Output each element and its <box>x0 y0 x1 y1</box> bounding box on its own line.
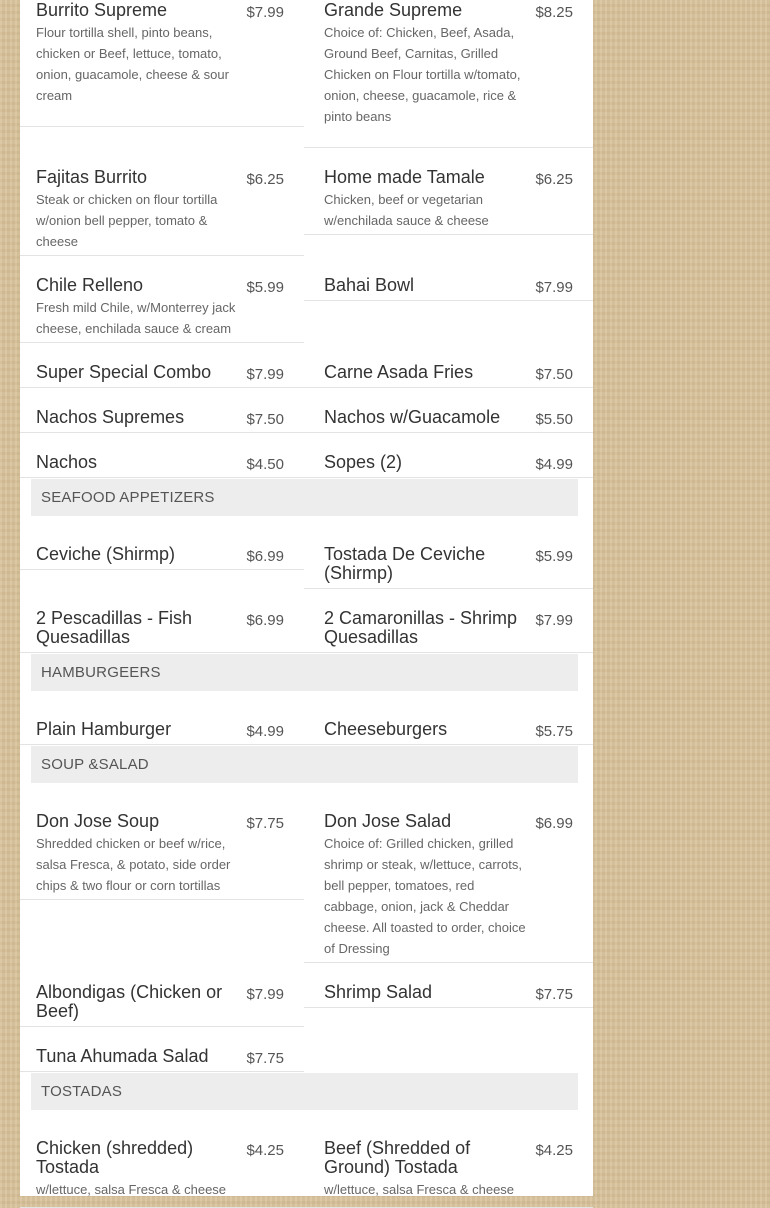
menu-item-price: $4.25 <box>535 1142 573 1159</box>
menu-item-price: $7.75 <box>246 815 284 832</box>
menu-item <box>304 0 593 148</box>
menu-item-price: $6.99 <box>535 815 573 832</box>
menu-item-name: Tuna Ahumada Salad <box>36 1046 209 1066</box>
menu-item <box>304 397 593 433</box>
menu-item-name: Chicken (shredded) Tostada <box>36 1138 194 1177</box>
menu-item-name: Albondigas (Chicken or Beef) <box>36 982 223 1021</box>
menu-item <box>20 352 304 388</box>
menu-item-description: Shredded chicken or beef w/rice, salsa Fresca, & potato, side order chips & two flour or corn tortillas <box>36 836 231 893</box>
menu-item-name: Carne Asada Fries <box>324 362 474 382</box>
menu-item-price: $6.99 <box>246 548 284 565</box>
menu-item-name: 2 Camaronillas - Shrimp Quesadillas <box>324 608 518 647</box>
menu-item-price: $8.25 <box>535 4 573 21</box>
section-header-tostadas: TOSTADAS <box>31 1073 578 1110</box>
menu-item-name: Don Jose Soup <box>36 811 160 831</box>
menu-item-description: w/lettuce, salsa Fresca & cheese <box>324 1182 515 1197</box>
menu-item-name: Nachos <box>36 452 98 472</box>
menu-item-price: $4.50 <box>246 456 284 473</box>
menu-item-price: $7.50 <box>535 366 573 383</box>
menu-item <box>304 972 593 1008</box>
menu-item <box>20 1128 304 1208</box>
menu-item <box>304 442 593 478</box>
menu-item <box>20 397 304 433</box>
menu-item <box>20 265 304 343</box>
section-header-hamburgers: HAMBURGEERS <box>31 654 578 691</box>
menu-item-price: $6.25 <box>246 171 284 188</box>
menu-item-price: $7.75 <box>535 986 573 1003</box>
menu-item <box>304 157 593 235</box>
menu-item <box>304 265 593 301</box>
menu-item-name: 2 Pescadillas - Fish Quesadillas <box>36 608 193 647</box>
menu-item <box>20 598 304 653</box>
menu-item-price: $4.25 <box>246 1142 284 1159</box>
menu-item-name: Super Special Combo <box>36 362 212 382</box>
menu-item-price: $7.75 <box>246 1050 284 1067</box>
menu-panel <box>20 0 593 1196</box>
menu-item-name: Tostada De Ceviche (Shirmp) <box>324 544 486 583</box>
section-header-seafood: SEAFOOD APPETIZERS <box>31 479 578 516</box>
menu-item-name: Bahai Bowl <box>324 275 415 295</box>
menu-item-price: $7.50 <box>246 411 284 428</box>
menu-item-name: Shrimp Salad <box>324 982 433 1002</box>
menu-item-description: Fresh mild Chile, w/Monterrey jack cheese, enchilada sauce & cream <box>36 300 236 336</box>
menu-item <box>304 1128 593 1208</box>
menu-item-name: Fajitas Burrito <box>36 167 148 187</box>
menu-item-price: $7.99 <box>246 366 284 383</box>
menu-item-description: Flour tortilla shell, pinto beans, chicken or Beef, lettuce, tomato, onion, guacamole, cheese & sour cream <box>36 25 229 103</box>
menu-item-name: Chile Relleno <box>36 275 144 295</box>
menu-item <box>304 534 593 589</box>
menu-item <box>20 0 304 127</box>
section-header-soup: SOUP &SALAD <box>31 746 578 783</box>
menu-item-price: $5.75 <box>535 723 573 740</box>
menu-item <box>304 352 593 388</box>
menu-item-name: Nachos w/Guacamole <box>324 407 501 427</box>
menu-item-description: Steak or chicken on flour tortilla w/onion bell pepper, tomato & cheese <box>36 192 218 249</box>
menu-item-name: Burrito Supreme <box>36 0 168 20</box>
menu-item <box>304 709 593 745</box>
menu-item <box>20 157 304 256</box>
menu-item-price: $4.99 <box>535 456 573 473</box>
menu-item <box>20 709 304 745</box>
menu-item-description: w/lettuce, salsa Fresca & cheese <box>36 1182 227 1197</box>
menu-item-name: Plain Hamburger <box>36 719 172 739</box>
menu-item-price: $5.99 <box>535 548 573 565</box>
menu-item-price: $7.99 <box>246 986 284 1003</box>
menu-item-price: $5.50 <box>535 411 573 428</box>
menu-item-name: Sopes (2) <box>324 452 403 472</box>
menu-item-description: Choice of: Chicken, Beef, Asada, Ground Beef, Carnitas, Grilled Chicken on Flour tortilla w/tomato, onion, cheese, guacamole, rice & pinto beans <box>324 25 521 124</box>
menu-item <box>20 442 304 478</box>
menu-item-price: $5.99 <box>246 279 284 296</box>
menu-item-name: Grande Supreme <box>324 0 463 20</box>
menu-item-price: $7.99 <box>535 612 573 629</box>
menu-item-price: $6.25 <box>535 171 573 188</box>
menu-item-name: Nachos Supremes <box>36 407 185 427</box>
menu-item-description: Choice of: Grilled chicken, grilled shrimp or steak, w/lettuce, carrots, bell pepper, tomatoes, red cabbage, onion, jack & Cheddar cheese. All toasted to order, choice of Dressing <box>324 836 526 956</box>
menu-item-name: Beef (Shredded of Ground) Tostada <box>324 1138 471 1177</box>
menu-item-name: Cheeseburgers <box>324 719 448 739</box>
menu-item <box>20 534 304 570</box>
menu-item-name: Home made Tamale <box>324 167 485 187</box>
menu-item <box>304 598 593 653</box>
menu-item-description: Chicken, beef or vegetarian w/enchilada sauce & cheese <box>324 192 489 228</box>
menu-item <box>20 801 304 900</box>
menu-item-price: $7.99 <box>246 4 284 21</box>
menu-item-price: $7.99 <box>535 279 573 296</box>
menu-item-name: Ceviche (Shirmp) <box>36 544 176 564</box>
menu-item <box>304 801 593 963</box>
menu-item-price: $6.99 <box>246 612 284 629</box>
menu-item <box>20 1036 304 1072</box>
menu-item-price: $4.99 <box>246 723 284 740</box>
menu-item <box>20 972 304 1027</box>
menu-item-name: Don Jose Salad <box>324 811 452 831</box>
